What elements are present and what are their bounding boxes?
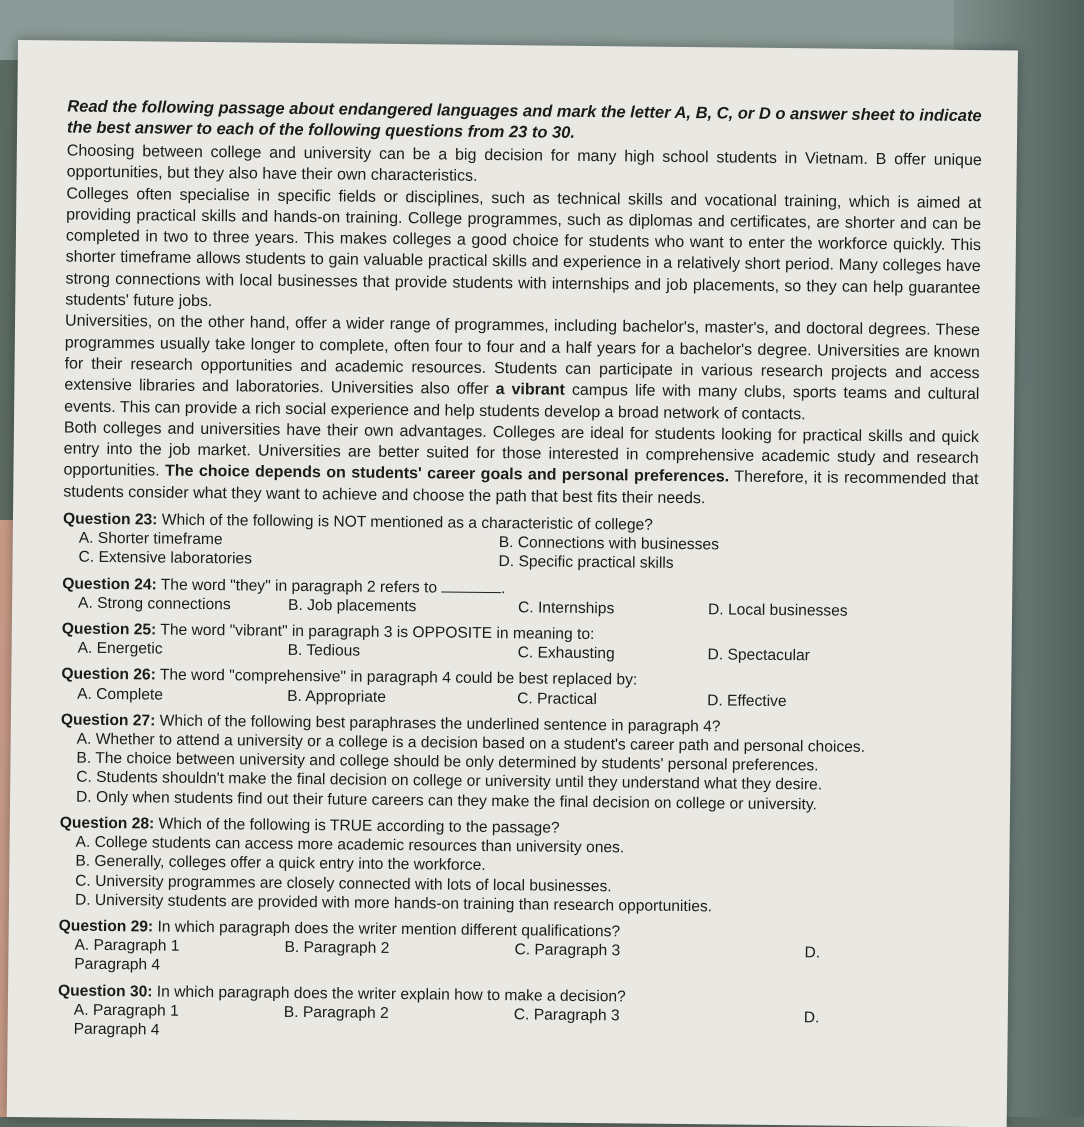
paragraph-3 (64, 311, 980, 427)
option-d[interactable]: D. University students are provided with more hands-on training than research opportunities. (74, 891, 713, 916)
paragraph-4-text: Both colleges and universities have their own advantages. Colleges are ideal for students looking for practical skills and quick entry into the job market. Universities are better suited for those interested in comprehensive academic study and research opportunities. (63, 419, 979, 480)
option-b[interactable]: B. Generally, colleges offer a quick entry into the workforce. (75, 852, 486, 875)
worksheet-paper (7, 40, 1018, 1127)
question-stem: In which paragraph does the writer explain how to make a decision? (156, 983, 626, 1005)
option-a[interactable]: A. Complete (77, 685, 164, 704)
paragraph-4-end: Therefore, it is recommended that students consider what they want to achieve and choose the path that best fits their needs. (63, 468, 979, 507)
option-c[interactable]: C. Paragraph 3 (513, 1005, 620, 1025)
question-stem: Which of the following best paraphrases the underlined sentence in paragraph 4? (159, 712, 721, 736)
option-a[interactable]: A. Whether to attend a university or a college is a decision based on a student's career path and personal choices. (76, 730, 866, 756)
option-d[interactable]: D. (803, 1009, 820, 1027)
question-number: Question 25: (61, 620, 157, 639)
option-d[interactable]: D. Effective (707, 691, 787, 710)
paragraph-3-text: Universities, on the other hand, offer a wider range of programmes, including bachelor's, master's, and doctoral degrees. These programmes usually take longer to complete, often four to four and a half years for a bachelor's degree. Universities are known for their research opportunities and academic resources. Students can participate in various research projects and access extensive libraries and laboratories. Universities also offer (64, 312, 981, 399)
option-d[interactable]: D. Local businesses (707, 601, 848, 620)
question-stem: In which paragraph does the writer mention different qualifications? (157, 918, 621, 941)
vibrant-word: vibrant (511, 381, 566, 400)
underlined-sentence: The choice depends on students' career goals and personal preferences. (164, 463, 730, 486)
options (78, 529, 977, 577)
option-b[interactable]: B. Appropriate (287, 687, 387, 706)
option-c[interactable]: C. Extensive laboratories (78, 549, 253, 568)
option-d-text[interactable]: Paragraph 4 (74, 955, 161, 974)
question-stem: Which of the following is NOT mentioned as a characteristic of college? (161, 511, 653, 534)
worksheet-content (58, 97, 983, 1049)
question-number: Question 26: (61, 665, 156, 684)
paragraph-3-end: campus life with many clubs, sports teams and cultural events. This can provide a rich social experience and help students develop a broad network of contacts. (64, 382, 980, 423)
question-number: Question 23: (62, 510, 158, 529)
question-number: Question 30: (57, 981, 153, 1000)
question-27 (60, 710, 976, 816)
paragraph-4 (63, 417, 979, 512)
paragraph-3-a: a (495, 381, 505, 399)
option-d-text[interactable]: Paragraph 4 (73, 1020, 160, 1039)
option-d[interactable]: D. Specific practical skills (498, 553, 674, 573)
option-b[interactable]: B. Tedious (287, 642, 361, 660)
question-stem: The word "they" in paragraph 2 refers to (160, 576, 438, 597)
option-a[interactable]: A. Strong connections (78, 594, 231, 614)
question-29 (58, 916, 974, 983)
paragraph-1: Choosing between college and university can be a big decision for many high school students in Vietnam. B offer unique opportunities, but they also have their own characteristics. (66, 142, 982, 186)
stem-period: . (501, 579, 506, 597)
question-number: Question 29: (58, 917, 154, 936)
question-stem: The word "vibrant" in paragraph 3 is OPPOSITE in meaning to: (160, 621, 595, 644)
option-c[interactable]: C. Paragraph 3 (514, 941, 621, 960)
question-number: Question 27: (60, 711, 156, 730)
question-26 (61, 665, 976, 713)
question-24 (62, 574, 977, 622)
option-a[interactable]: A. Paragraph 1 (73, 1001, 179, 1020)
question-30 (58, 981, 974, 1048)
option-b[interactable]: B. Paragraph 2 (283, 1003, 389, 1022)
question-25 (62, 620, 977, 668)
options (74, 1000, 973, 1048)
option-c[interactable]: C. Exhausting (517, 644, 615, 663)
question-stem: The word "comprehensive" in paragraph 4 could be best replaced by: (159, 666, 638, 689)
option-c[interactable]: C. Internships (517, 599, 615, 618)
option-d[interactable]: D. Spectacular (707, 646, 810, 665)
answer-blank[interactable] (441, 591, 501, 593)
question-number: Question 28: (59, 814, 155, 833)
paragraph-2: Colleges often specialise in specific fields or disciplines, such as technical skills and vocational training, which is aimed at providing practical skills and hands-on training. College programmes, such as diplomas and certificates, are shorter and can be completed in two to three years. This makes colleges a good choice for students who want to enter the workforce quickly. This shorter timeframe allows students to gain valuable practical skills and experience in a relatively short period. Many colleges have strong connections with local businesses that provide students with internships and job placements, so they can help guarantee students' future jobs. (65, 185, 982, 311)
option-b[interactable]: B. Paragraph 2 (284, 938, 390, 958)
option-b[interactable]: B. Connections with businesses (498, 534, 720, 554)
option-b[interactable]: B. The choice between university and college should be only determined by students' personal preferences. (76, 749, 819, 775)
option-d[interactable]: D. Only when students find out their future careers can they make the final decision on college or university. (75, 788, 817, 814)
option-c[interactable]: C. University programmes are closely connected with lots of local businesses. (75, 872, 612, 895)
option-a[interactable]: A. Paragraph 1 (74, 936, 180, 955)
question-number: Question 24: (62, 575, 157, 594)
question-28 (59, 813, 975, 919)
option-a[interactable]: A. Energetic (77, 639, 163, 658)
option-c[interactable]: C. Practical (517, 689, 597, 708)
option-a[interactable]: A. College students can access more academic resources than university ones. (75, 833, 625, 857)
options (74, 936, 973, 984)
option-b[interactable]: B. Job placements (288, 596, 417, 616)
question-stem: Which of the following is TRUE according to the passage? (158, 815, 560, 837)
option-a[interactable]: A. Shorter timeframe (78, 529, 223, 549)
instruction-text: Read the following passage about endangered languages and mark the letter A, B, C, or D o answer sheet to indicate the best answer to each of the following questions from 23 to 30. (66, 97, 982, 142)
question-23 (62, 510, 978, 577)
option-d[interactable]: D. (804, 944, 821, 962)
option-c[interactable]: C. Students shouldn't make the final decision on college or university until they understand what they desire. (76, 769, 823, 794)
